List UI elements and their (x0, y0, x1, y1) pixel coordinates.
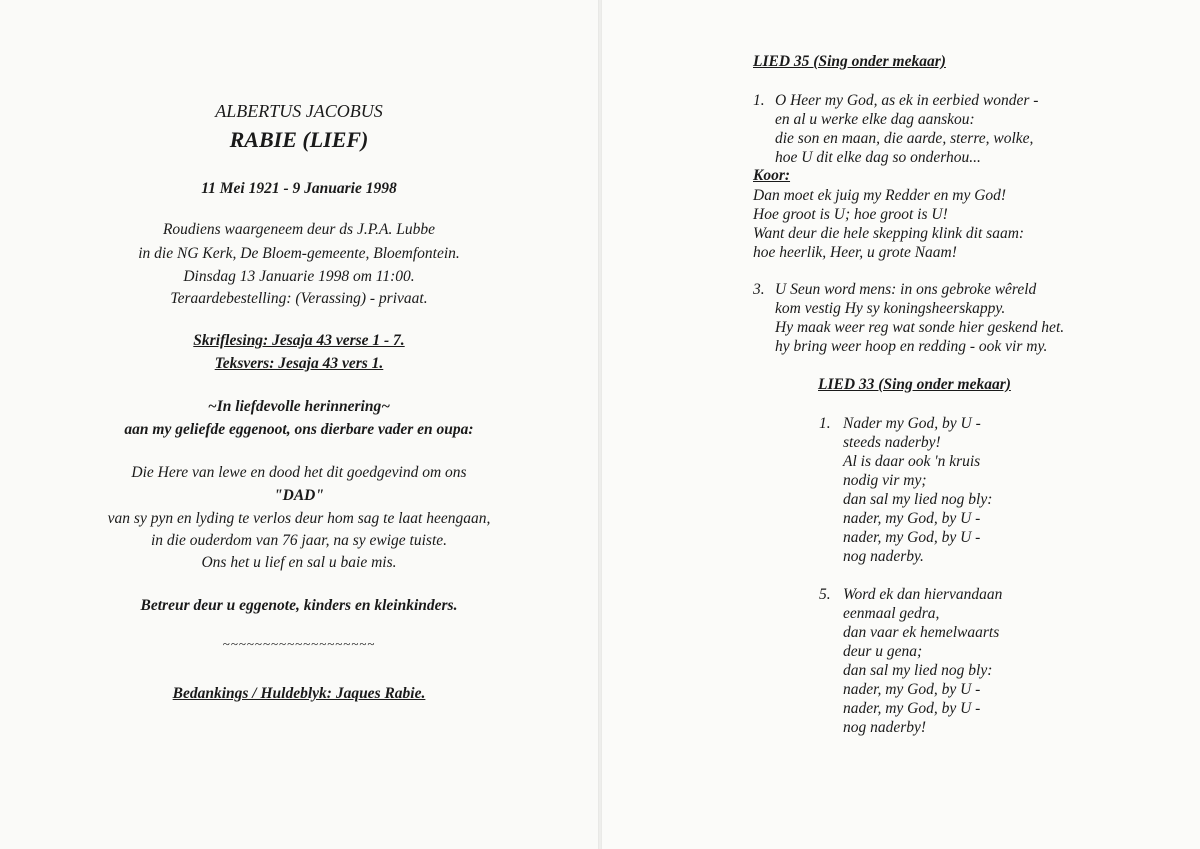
left-page (0, 0, 598, 849)
hymn-33-verse-5-line-2: eenmaal gedra, (843, 605, 940, 622)
hymn-35-verse-1-line-3: die son en maan, die aarde, sterre, wolke, (775, 130, 1034, 147)
hymn-33-title: LIED 33 (Sing onder mekaar) (818, 376, 1011, 393)
service-line-4: Teraardebestelling: (Verassing) - privaat. (170, 290, 428, 307)
thanks: Bedankings / Huldeblyk: Jaques Rabie. (172, 685, 426, 702)
hymn-33-verse-5-line-6: nader, my God, by U - (843, 681, 981, 698)
hymn-33-verse-5-line-4: deur u gena; (843, 643, 923, 660)
life-dates: 11 Mei 1921 - 9 Januarie 1998 (201, 180, 397, 197)
chorus-line-2: Hoe groot is U; hoe groot is U! (753, 206, 948, 223)
service-line-2: in die NG Kerk, De Bloem-gemeente, Bloemfontein. (138, 245, 460, 262)
hymn-33-verse-1-line-8: nog naderby. (843, 548, 924, 565)
name-first: ALBERTUS JACOBUS (215, 101, 383, 121)
memory-subtitle: aan my geliefde eggenoot, ons dierbare vader en oupa: (124, 421, 474, 438)
hymn-33-verse-5-line-5: dan sal my lied nog bly: (843, 662, 993, 679)
scripture-reading: Skriflesing: Jesaja 43 verse 1 - 7. (193, 332, 405, 349)
hymn-35-verse-1-line-2: en al u werke elke dag aanskou: (775, 111, 975, 128)
hymn-35-verse-3-line-3: Hy maak weer reg wat sonde hier geskend het. (775, 319, 1065, 336)
hymn-33-verse-5-line-8: nog naderby! (843, 719, 927, 736)
right-page (602, 0, 1200, 849)
tribute-line-4: in die ouderdom van 76 jaar, na sy ewige tuiste. (150, 532, 448, 549)
hymn-33-verse-1-line-7: nader, my God, by U - (843, 529, 981, 546)
hymn-33-verse-1-line-1: Nader my God, by U - (843, 415, 981, 432)
tribute-line-3: van sy pyn en lyding te verlos deur hom sag te laat heengaan, (107, 510, 491, 527)
hymn-35-verse-1-line-1: O Heer my God, as ek in eerbied wonder - (775, 92, 1039, 109)
hymn-35-verse-1-number: 1. (753, 92, 765, 109)
text-verse: Teksvers: Jesaja 43 vers 1. (214, 355, 384, 372)
hymn-33-verse-5-line-3: dan vaar ek hemelwaarts (843, 624, 1000, 641)
hymn-35-verse-1-line-4: hoe U dit elke dag so onderhou... (775, 149, 981, 166)
chorus-label: Koor: (753, 167, 791, 184)
hymn-33-verse-5-line-1: Word ek dan hiervandaan (843, 586, 1003, 603)
separator: ~~~~~~~~~~~~~~~~~~~ (222, 636, 376, 651)
hymn-33-verse-1-line-2: steeds naderby! (843, 434, 941, 451)
chorus-line-4: hoe heerlik, Heer, u grote Naam! (753, 244, 957, 261)
hymn-35-verse-3-line-4: hy bring weer hoop en redding - ook vir my. (775, 338, 1048, 355)
name-last: RABIE (LIEF) (229, 127, 369, 152)
hymn-35-verse-3-number: 3. (753, 281, 765, 298)
hymn-35-verse-3-line-2: kom vestig Hy sy koningsheerskappy. (775, 300, 1006, 317)
hymn-33-verse-1-number: 1. (819, 415, 831, 432)
service-line-3: Dinsdag 13 Januarie 1998 om 11:00. (183, 268, 415, 285)
hymn-33-verse-1-line-5: dan sal my lied nog bly: (843, 491, 993, 508)
hymn-35-title: LIED 35 (Sing onder mekaar) (753, 53, 946, 70)
tribute-line-5: Ons het u lief en sal u baie mis. (201, 554, 397, 571)
hymn-33-verse-1-line-4: nodig vir my; (843, 472, 927, 489)
chorus-line-3: Want deur die hele skepping klink dit saam: (753, 225, 1025, 242)
tribute-line-1: Die Here van lewe en dood het dit goedgevind om ons (131, 464, 467, 481)
hymn-33-verse-5-number: 5. (819, 586, 831, 603)
service-line-1: Roudiens waargeneem deur ds J.P.A. Lubbe (162, 221, 436, 238)
tribute-nickname: "DAD" (274, 487, 324, 504)
hymn-35-verse-3-line-1: U Seun word mens: in ons gebroke wêreld (775, 281, 1037, 298)
chorus-line-1: Dan moet ek juig my Redder en my God! (753, 187, 1007, 204)
mourned-by: Betreur deur u eggenote, kinders en kleinkinders. (140, 597, 458, 614)
hymn-33-verse-1-line-6: nader, my God, by U - (843, 510, 981, 527)
hymn-33-verse-5-line-7: nader, my God, by U - (843, 700, 981, 717)
hymn-33-verse-1-line-3: Al is daar ook 'n kruis (843, 453, 981, 470)
memory-title: ~In liefdevolle herinnering~ (207, 398, 391, 415)
